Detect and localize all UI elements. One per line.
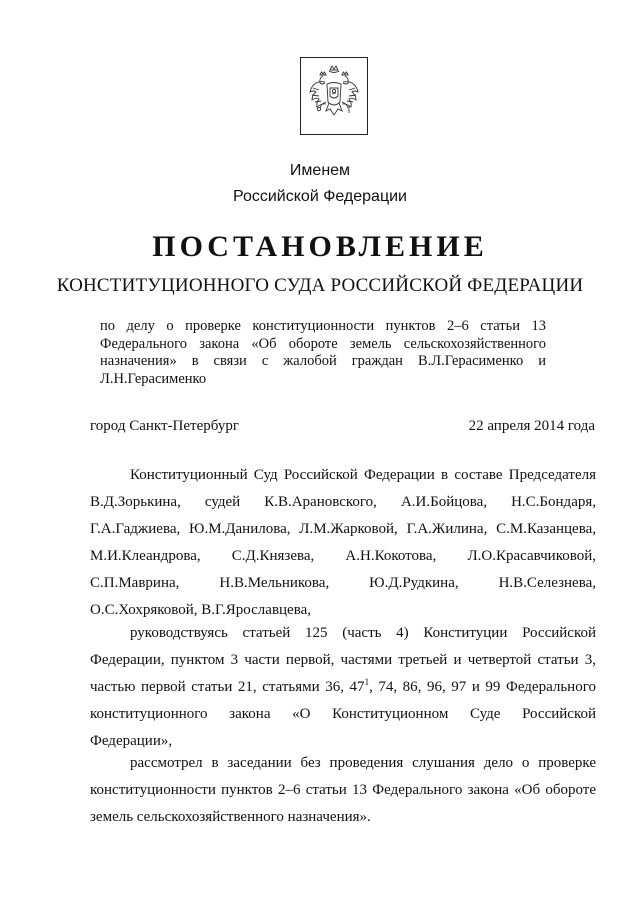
paragraph-line-text: частью первой статьи 21, статьями 36, 47 — [90, 679, 365, 695]
paragraph-line-text: , 74, 86, 96, 97 и 99 Федерального — [369, 679, 596, 695]
court-name: КОНСТИТУЦИОННОГО СУДА РОССИЙСКОЙ ФЕДЕРАЦИИ — [56, 275, 584, 296]
document-type-title: ПОСТАНОВЛЕНИЕ — [152, 230, 488, 263]
paragraph-legal-basis — [90, 620, 596, 755]
coat-of-arms-emblem — [300, 57, 368, 135]
paragraph-line: земель сельскохозяйственного назначения». — [90, 809, 371, 825]
in-name-of: Именем — [289, 162, 351, 179]
paragraph-line: руководствуясь статьей 125 (часть 4) Конституции Российской — [130, 625, 596, 641]
case-subject-line: Федерального закона «Об обороте земель сельскохозяйственного — [100, 335, 546, 352]
article-superscript: 1 — [364, 677, 370, 687]
paragraph-line: Г.А.Гаджиева, Ю.М.Данилова, Л.М.Жарковой, Г.А.Жилина, С.М.Казанцева, — [90, 521, 596, 537]
paragraph-line: В.Д.Зорькина, судей К.В.Арановского, А.И.Бойцова, Н.С.Бондаря, — [90, 494, 596, 510]
paragraph-line: С.П.Маврина, Н.В.Мельникова, Ю.Д.Рудкина, Н.В.Селезнева, — [90, 575, 596, 591]
russian-federation-line: Российской Федерации — [233, 188, 407, 205]
paragraph-line: О.С.Хохряковой, В.Г.Ярославцева, — [90, 602, 312, 618]
case-subject-line: Л.Н.Герасименко — [100, 370, 207, 387]
date-of-decision: 22 апреля 2014 года — [468, 418, 595, 434]
paragraph-line: Федерации, пунктом 3 части первой, частями третьей и четвертой статьи 3, — [90, 652, 596, 668]
paragraph-line: рассмотрел в заседании без проведения слушания дело о проверке — [130, 755, 596, 771]
case-subject — [100, 318, 546, 388]
paragraph-line: конституционности пунктов 2–6 статьи 13 Федерального закона «Об обороте — [90, 782, 596, 798]
paragraph-line — [90, 674, 596, 701]
double-headed-eagle-icon — [301, 58, 367, 134]
paragraph-court-composition — [90, 462, 596, 624]
paragraph-line: Федерации», — [90, 733, 173, 749]
place-of-decision: город Санкт-Петербург — [90, 418, 239, 434]
paragraph-line: М.И.Клеандрова, С.Д.Князева, А.Н.Кокотова, Л.О.Красавчиковой, — [90, 548, 596, 564]
case-subject-line: по делу о проверке конституционности пунктов 2–6 статьи 13 — [100, 318, 546, 334]
case-subject-line: назначения» в связи с жалобой граждан В.Л.Герасименко и — [100, 353, 546, 369]
paragraph-considered-case — [90, 750, 596, 831]
paragraph-line: Конституционный Суд Российской Федерации в составе Председателя — [130, 467, 596, 483]
paragraph-line: конституционного закона «О Конституционном Суде Российской — [90, 706, 596, 722]
